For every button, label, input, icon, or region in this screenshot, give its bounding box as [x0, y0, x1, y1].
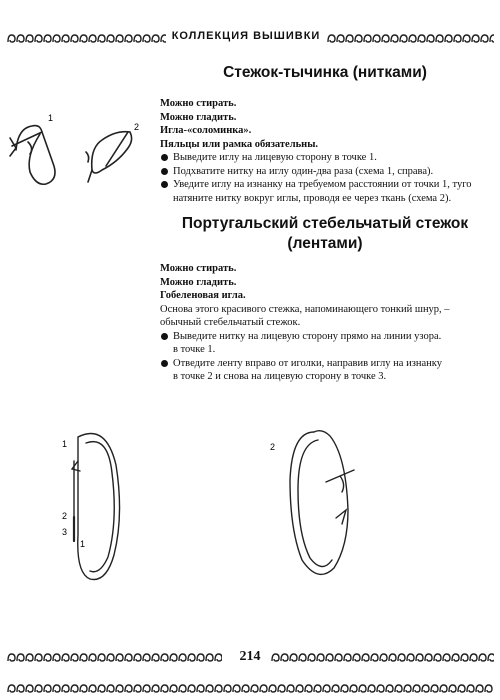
step-text: Уведите иглу на изнанку на требуемом расстоянии от точки 1, туго	[173, 179, 472, 190]
bottom-ornament-left	[6, 652, 222, 664]
ornament-pattern	[328, 35, 494, 42]
page-number: 214	[239, 649, 261, 664]
ornament-pattern	[272, 654, 494, 661]
prop-ironable: Можно гладить.	[160, 111, 237, 123]
figure-label-2: 2	[62, 511, 68, 521]
step-2	[160, 165, 490, 179]
pistil-stitch-diagram-1	[10, 126, 55, 185]
pistil-stitch-figure	[6, 108, 156, 198]
step-3	[160, 178, 490, 205]
pistil-stitch-diagram-2	[86, 132, 132, 182]
portuguese-stem-figure-2	[262, 420, 382, 590]
ribbon-inner	[298, 440, 332, 567]
top-ornament-left	[6, 33, 166, 45]
step-text: в точке 2 и снова на лицевую сторону в точке 3.	[173, 371, 387, 382]
figure-label-1: 1	[48, 113, 54, 123]
step-text: в точке 1.	[173, 344, 216, 355]
figure-label-2: 2	[134, 122, 140, 132]
ornament-swirls	[272, 654, 494, 661]
arrow-head	[336, 510, 346, 524]
figure-label-1: 1	[62, 439, 68, 449]
step-text: Отведите ленту вправо от иголки, направив иглу на изнанку	[173, 357, 442, 369]
ornament-swirls	[8, 35, 166, 42]
ribbon-outline	[78, 434, 120, 580]
figure-label-2: 2	[270, 442, 276, 452]
step-text: Подхватите нитку на иглу один-два раза (схема 1, справа).	[173, 165, 434, 177]
section2-title-line2: (лентами)	[287, 235, 363, 252]
step-text: Выведите иглу на лицевую сторону в точке 1.	[173, 152, 377, 163]
ornament-swirls	[328, 35, 494, 42]
ribbon-twist	[340, 476, 344, 492]
section1-body	[160, 97, 490, 205]
step-text: натяните нитку вокруг иглы, проводя ее через ткань (схема 2).	[173, 192, 452, 204]
prop-needle: Игла-«соломинка».	[160, 125, 252, 136]
ribbon-inner	[86, 442, 114, 572]
ornament-swirls	[8, 654, 222, 661]
prop-needle: Гобеленовая игла.	[160, 290, 246, 301]
step-2	[160, 357, 490, 371]
figure-label-3: 3	[62, 527, 68, 537]
ornament-swirls	[8, 685, 492, 692]
portuguese-stem-figure-1	[56, 425, 166, 585]
ornament-pattern	[8, 654, 222, 661]
section2-title-line1: Португальский стебельчатый стежок	[181, 215, 469, 232]
section2-body	[160, 262, 490, 384]
step-1	[160, 330, 490, 344]
prop-hoop: Пяльцы или рамка обязательны.	[160, 138, 319, 150]
bottom-ornament-band	[6, 683, 494, 695]
figure-label-1b: 1	[80, 539, 86, 549]
arrow-head	[72, 461, 80, 471]
step-1	[160, 151, 490, 165]
ornament-pattern	[8, 35, 166, 42]
step-text: Выведите нитку на лицевую сторону прямо на линии узора.	[173, 330, 442, 342]
prop-washable: Можно стирать.	[160, 263, 237, 274]
intro-line: Основа этого красивого стежка, напоминающего тонкий шнур, –	[160, 303, 450, 315]
bottom-ornament-right	[270, 652, 494, 664]
top-ornament-right	[326, 33, 494, 45]
prop-ironable: Можно гладить.	[160, 276, 237, 288]
intro-line: обычный стебельчатый стежок.	[160, 317, 301, 328]
prop-washable: Можно стирать.	[160, 98, 237, 109]
section1-title: Стежок-тычинка (нитками)	[223, 64, 427, 81]
ornament-pattern	[8, 685, 492, 692]
header-title: КОЛЛЕКЦИЯ ВЫШИВКИ	[171, 30, 321, 42]
section2-title	[160, 214, 490, 254]
